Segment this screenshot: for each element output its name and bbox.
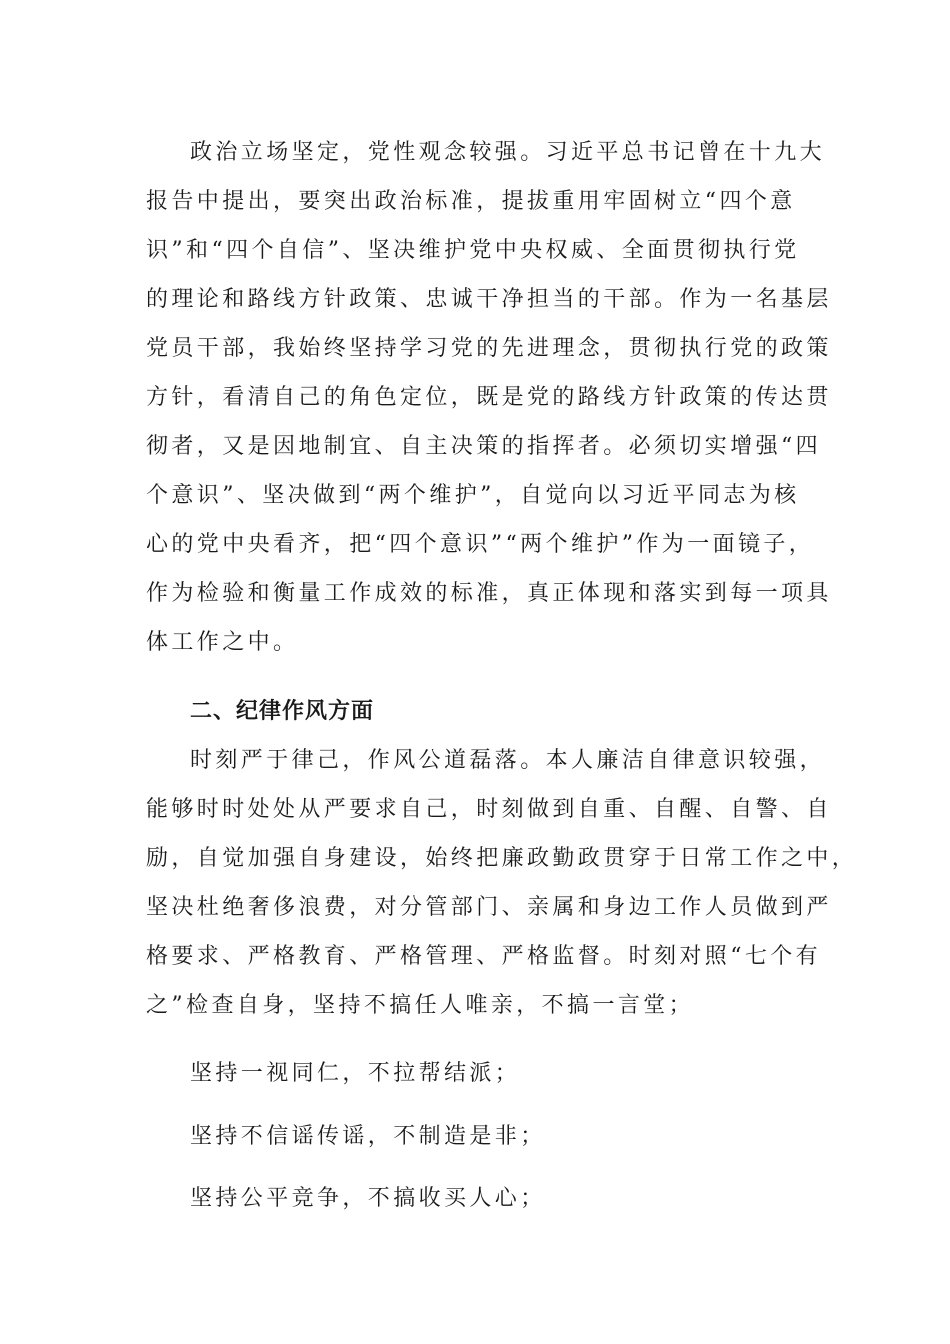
list-item-2: 坚持不信谣传谣，不制造是非； bbox=[190, 1124, 546, 1149]
paragraph-1-line-1: 政治立场坚定，党性观念较强。习近平总书记曾在十九大 bbox=[190, 140, 826, 165]
paragraph-2-line-1: 时刻严于律己，作风公道磊落。本人廉洁自律意识较强， bbox=[190, 748, 826, 773]
paragraph-1-line-8: 个意识”、坚决做到“两个维护”，自觉向以习近平同志为核 bbox=[146, 483, 800, 508]
paragraph-2-line-3: 励，自觉加强自身建设，始终把廉政勤政贯穿于日常工作之中， bbox=[146, 846, 858, 871]
paragraph-2-line-6: 之”检查自身，坚持不搞任人唯亲，不搞一言堂； bbox=[146, 993, 695, 1018]
paragraph-2-line-5: 格要求、严格教育、严格管理、严格监督。时刻对照“七个有 bbox=[146, 944, 822, 969]
paragraph-1-line-11: 体工作之中。 bbox=[146, 630, 299, 655]
paragraph-1-line-6: 方针，看清自己的角色定位，既是党的路线方针政策的传达贯 bbox=[146, 385, 832, 410]
paragraph-2-line-4: 坚决杜绝奢侈浪费，对分管部门、亲属和身边工作人员做到严 bbox=[146, 895, 832, 920]
section-heading: 二、纪律作风方面 bbox=[190, 699, 375, 724]
paragraph-1-line-9: 心的党中央看齐，把“四个意识”“两个维护”作为一面镜子， bbox=[146, 532, 815, 557]
list-item-1: 坚持一视同仁，不拉帮结派； bbox=[190, 1061, 521, 1086]
paragraph-2-line-2: 能够时时处处从严要求自己，时刻做到自重、自醒、自警、自 bbox=[146, 797, 832, 822]
paragraph-1-line-2: 报告中提出，要突出政治标准，提拔重用牢固树立“四个意 bbox=[146, 189, 796, 214]
paragraph-1-line-5: 党员干部，我始终坚持学习党的先进理念，贯彻执行党的政策 bbox=[146, 336, 832, 361]
paragraph-1-line-10: 作为检验和衡量工作成效的标准，真正体现和落实到每一项具 bbox=[146, 581, 832, 606]
paragraph-1-line-7: 彻者，又是因地制宜、自主决策的指挥者。必须切实增强“四 bbox=[146, 434, 822, 459]
list-item-3: 坚持公平竞争，不搞收买人心； bbox=[190, 1186, 546, 1211]
paragraph-1-line-4: 的理论和路线方针政策、忠诚干净担当的干部。作为一名基层 bbox=[146, 287, 832, 312]
paragraph-1-line-3: 识”和“四个自信”、坚决维护党中央权威、全面贯彻执行党 bbox=[146, 238, 800, 263]
